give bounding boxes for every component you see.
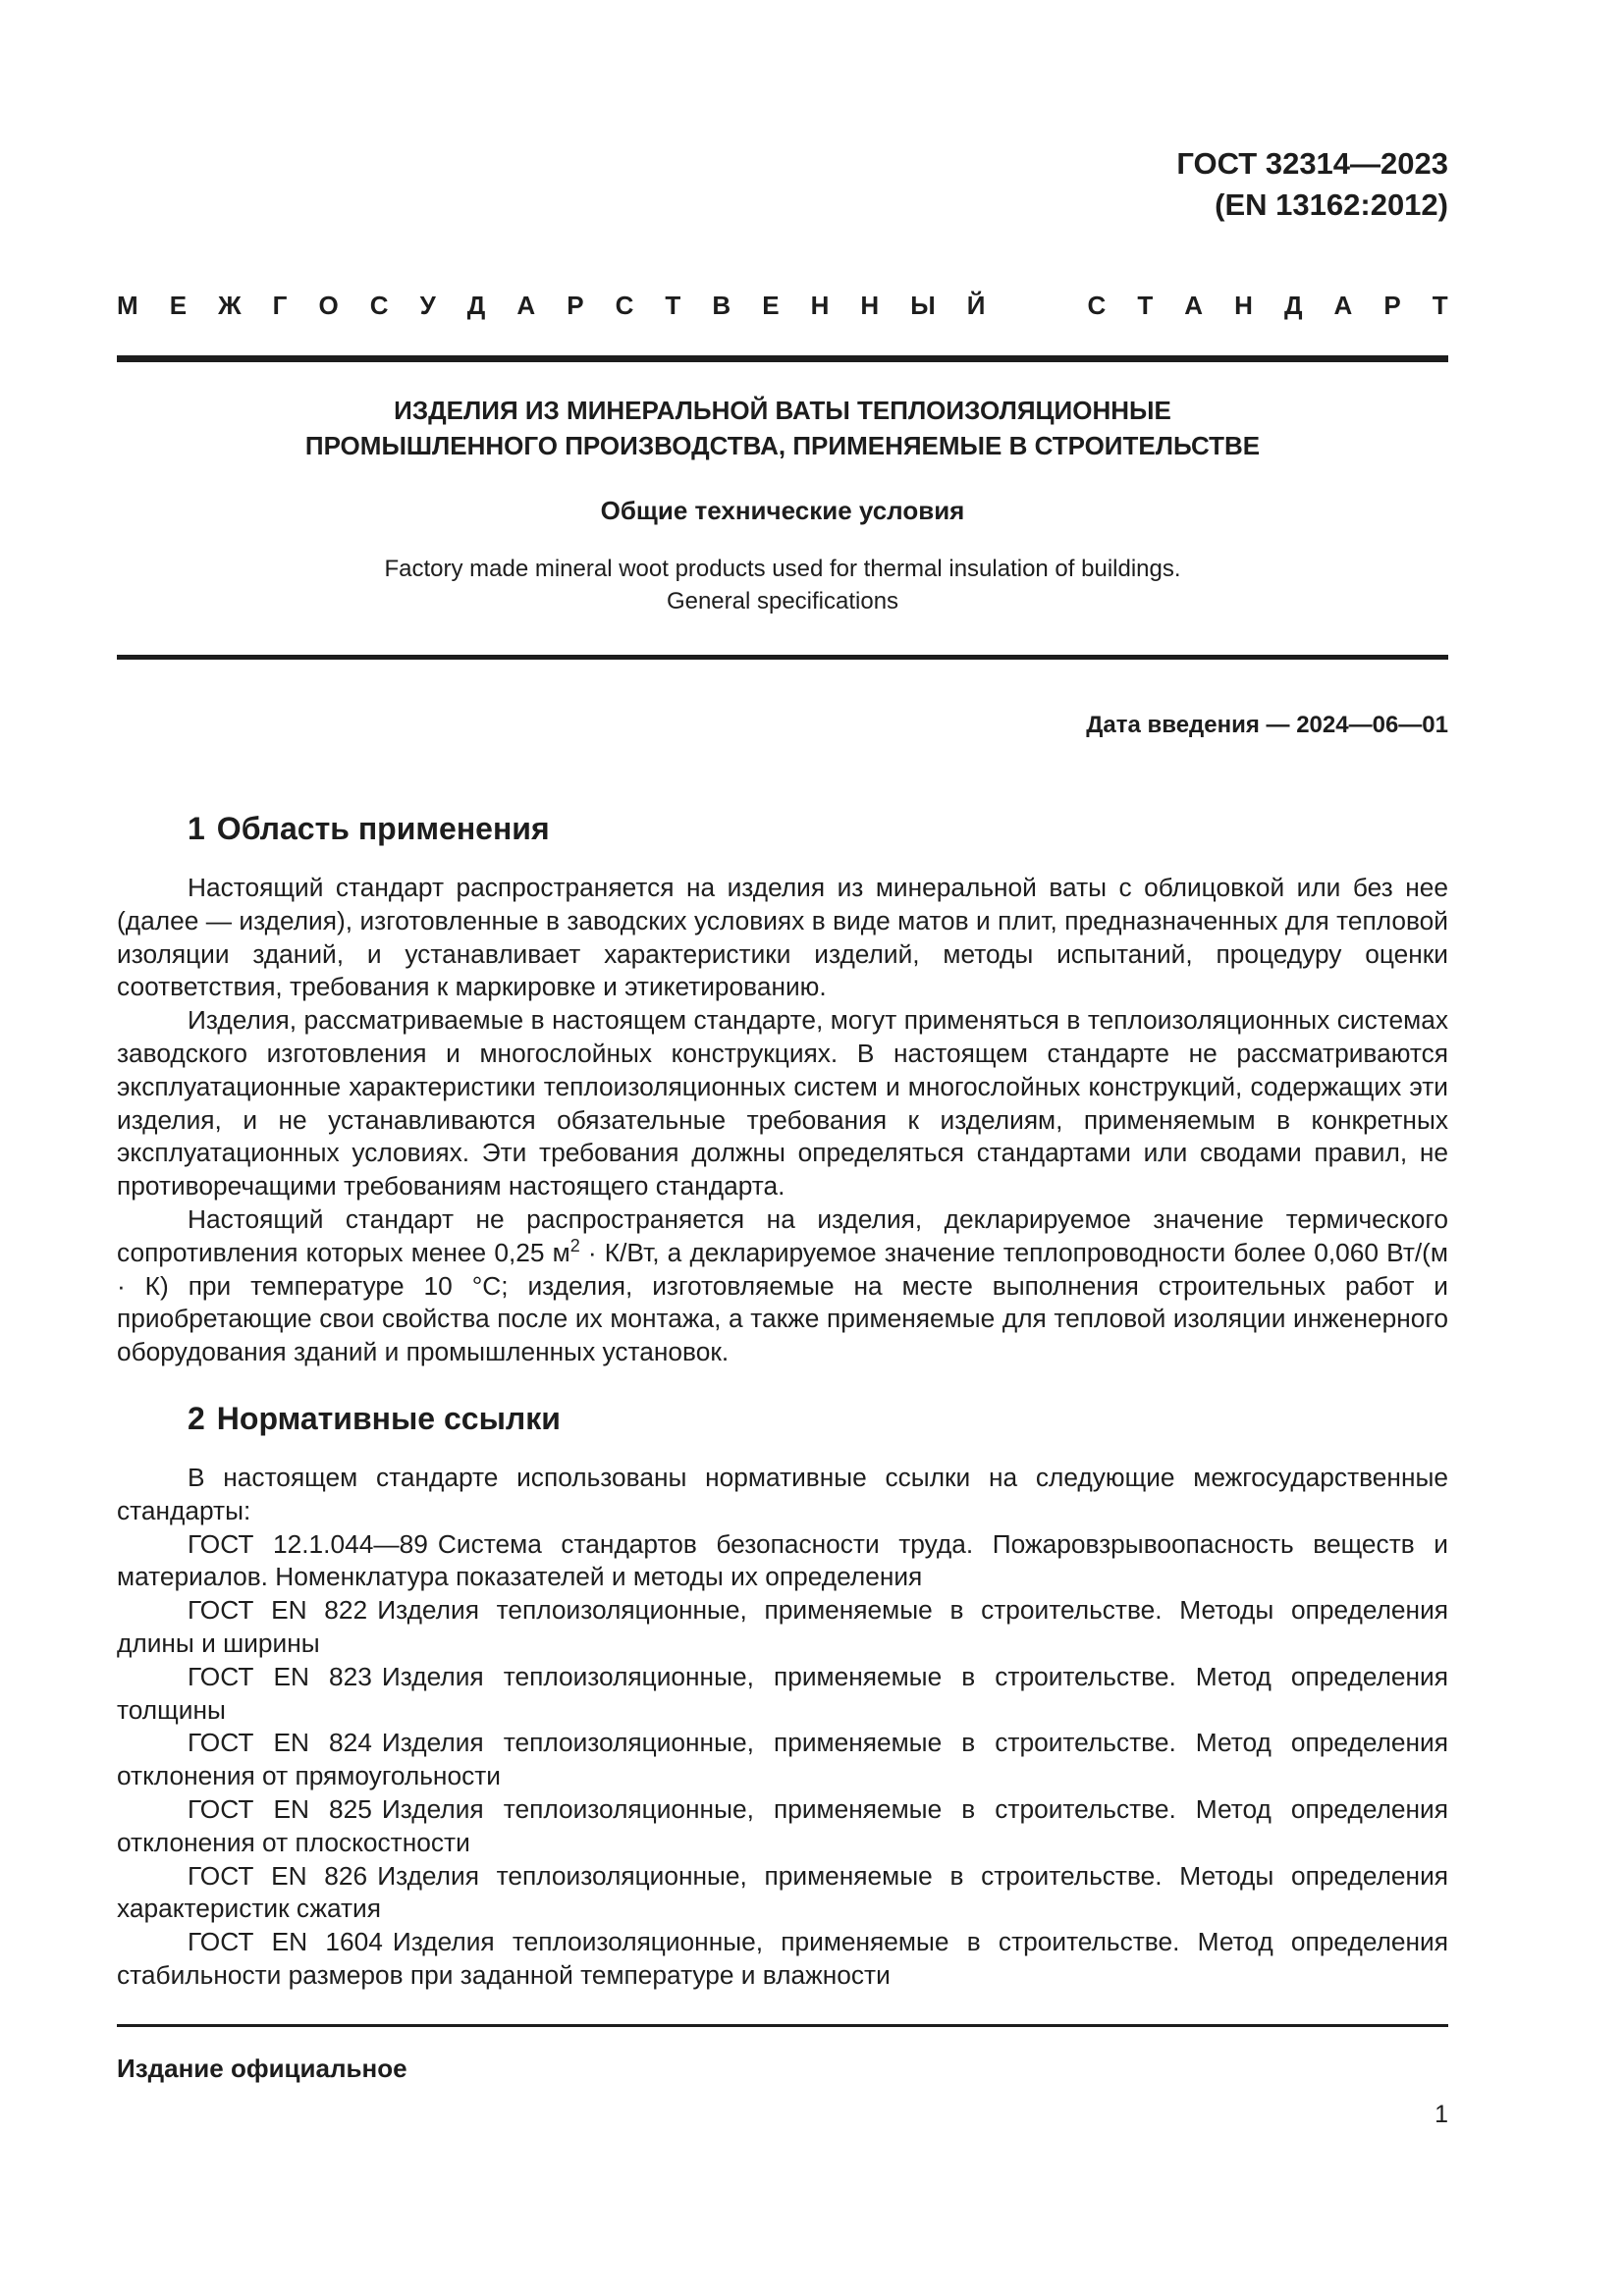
reference-item [117, 1594, 1448, 1661]
footer-rule [117, 2024, 1448, 2027]
heading-letter: Ж [218, 291, 242, 320]
section-2-title: Нормативные ссылки [216, 1401, 561, 1436]
heading-letter: Т [665, 291, 681, 320]
heading-letter: М [117, 291, 138, 320]
reference-item [117, 1926, 1448, 1993]
document-title [117, 393, 1448, 463]
section-1-heading [188, 811, 550, 847]
heading-letter: А [1184, 291, 1204, 320]
title-line-1: ИЗДЕЛИЯ ИЗ МИНЕРАЛЬНОЙ ВАТЫ ТЕПЛОИЗОЛЯЦИОННЫЕ [394, 396, 1171, 425]
heading-letter: У [419, 291, 436, 320]
reference-code: ГОСТ EN 826 [188, 1860, 368, 1891]
introduction-date: Дата введения — 2024—06—01 [1086, 712, 1448, 738]
reference-title: Система стандартов безопасности труда. Пожаровзрывоопасность веществ и материалов. Номенклатура показателей и методы их определения [117, 1528, 1448, 1592]
document-subtitle: Общие технические условия [600, 496, 965, 525]
heading-letter: С [1087, 291, 1107, 320]
english-title [117, 553, 1448, 617]
title-line-2: ПРОМЫШЛЕННОГО ПРОИЗВОДСТВА, ПРИМЕНЯЕМЫЕ В СТРОИТЕЛЬСТВЕ [304, 431, 1261, 460]
heading-letter: С [615, 291, 634, 320]
reference-code: ГОСТ EN 825 [188, 1793, 372, 1824]
reference-item [117, 1661, 1448, 1728]
reference-title: Изделия теплоизоляционные, применяемые в строительстве. Метод определения толщины [117, 1661, 1448, 1725]
section-1-number: 1 [188, 811, 205, 846]
reference-item [117, 1860, 1448, 1927]
section-1-body [117, 872, 1448, 1369]
document-number [1176, 143, 1448, 226]
section-2-heading [188, 1401, 561, 1437]
reference-code: ГОСТ 12.1.044—89 [188, 1528, 428, 1559]
heading-letter: Ы [910, 291, 936, 320]
top-rule [117, 355, 1448, 362]
word-gap [1016, 291, 1056, 321]
heading-letter: Р [567, 291, 584, 320]
heading-letter: С [369, 291, 389, 320]
heading-letter: В [712, 291, 731, 320]
heading-letter: Н [810, 291, 830, 320]
english-title-line-2: General specifications [666, 588, 899, 614]
heading-letter: А [1333, 291, 1353, 320]
title-bottom-rule [117, 655, 1448, 660]
section-1-paragraph-3 [117, 1203, 1448, 1369]
reference-item [117, 1793, 1448, 1860]
section-1-paragraph-2: Изделия, рассматриваемые в настоящем стандарте, могут применяться в теплоизоляционных системах заводского изготовления и многослойных конструкциях. В настоящем стандарте не рассматриваются эксплуатационные характеристики теплоизоляционных систем и многослойных конструкций, содержащих эти изделия, и не устанавливаются обязательные требования к изделиям, применяемым в конкретных эксплуатационных условиях. Эти требования должны определяться стандартами или сводами правил, не противоречащими требованиям настоящего стандарта. [117, 1005, 1448, 1201]
heading-letter: Е [762, 291, 780, 320]
reference-title: Изделия теплоизоляционные, применяемые в строительстве. Метод определения стабильности размеров при заданной температуре и влажности [117, 1927, 1448, 1990]
reference-title: Изделия теплоизоляционные, применяемые в строительстве. Метод определения отклонения от прямоугольности [117, 1728, 1448, 1791]
heading-letter: Е [169, 291, 188, 320]
heading-letter: Д [466, 291, 486, 320]
section-2-intro: В настоящем стандарте использованы нормативные ссылки на следующие межгосударственные стандарты: [117, 1463, 1448, 1525]
reference-title: Изделия теплоизоляционные, применяемые в строительстве. Методы определения характеристик сжатия [117, 1860, 1449, 1924]
paragraph-3-part-2: · К/Вт, а декларируемое значение теплопроводности более 0,060 Вт/(м · К) при температуре 10 °С; изделия, изготовляемые на месте выполнения строительных работ и приобретающие свои свойства после их монтажа, а также применяемые для тепловой изоляции инженерного оборудования зданий и промышленных установок. [117, 1237, 1449, 1367]
document-page [117, 0, 1448, 2296]
official-edition-label: Издание официальное [117, 2054, 407, 2083]
reference-title: Изделия теплоизоляционные, применяемые в строительстве. Методы определения длины и ширины [117, 1595, 1449, 1658]
heading-letter: О [318, 291, 339, 320]
superscript-2: 2 [569, 1235, 580, 1255]
heading-letter: Г [272, 291, 288, 320]
heading-letter: Й [966, 291, 986, 320]
heading-letter: Т [1432, 291, 1448, 320]
reference-code: ГОСТ EN 823 [188, 1661, 372, 1691]
page-number: 1 [1435, 2101, 1448, 2128]
interstate-standard-heading [117, 291, 1448, 321]
heading-letter: А [516, 291, 536, 320]
reference-title: Изделия теплоизоляционные, применяемые в строительстве. Метод определения отклонения от плоскостности [117, 1793, 1448, 1857]
paragraph-3-part-1: Настоящий стандарт не распространяется на изделия, декларируемое значение термического сопротивления которых менее 0,25 м [117, 1203, 1448, 1267]
heading-letter: Р [1383, 291, 1401, 320]
heading-letter: Т [1137, 291, 1154, 320]
reference-code: ГОСТ EN 822 [188, 1595, 368, 1626]
english-title-line-1: Factory made mineral woot products used for thermal insulation of buildings. [384, 556, 1181, 582]
reference-code: ГОСТ EN 824 [188, 1728, 372, 1758]
section-2-number: 2 [188, 1401, 205, 1436]
heading-letter: Д [1283, 291, 1303, 320]
en-number: (EN 13162:2012) [1215, 187, 1448, 222]
heading-letter: Н [860, 291, 880, 320]
section-1-paragraph-1: Настоящий стандарт распространяется на изделия из минеральной ваты с облицовкой или без нее (далее — изделия), изготовленные в заводских условиях в виде матов и плит, предназначенных для тепловой изоляции зданий, и устанавливает характеристики изделий, методы испытаний, процедуру оценки соответствия, требования к маркировке и этикетированию. [117, 873, 1448, 1002]
reference-item [117, 1528, 1448, 1595]
section-2-body [117, 1462, 1448, 1993]
gost-number: ГОСТ 32314—2023 [1176, 146, 1448, 181]
section-1-title: Область применения [216, 811, 550, 846]
reference-item [117, 1727, 1448, 1793]
reference-code: ГОСТ EN 1604 [188, 1927, 383, 1957]
heading-letter: Н [1234, 291, 1253, 320]
